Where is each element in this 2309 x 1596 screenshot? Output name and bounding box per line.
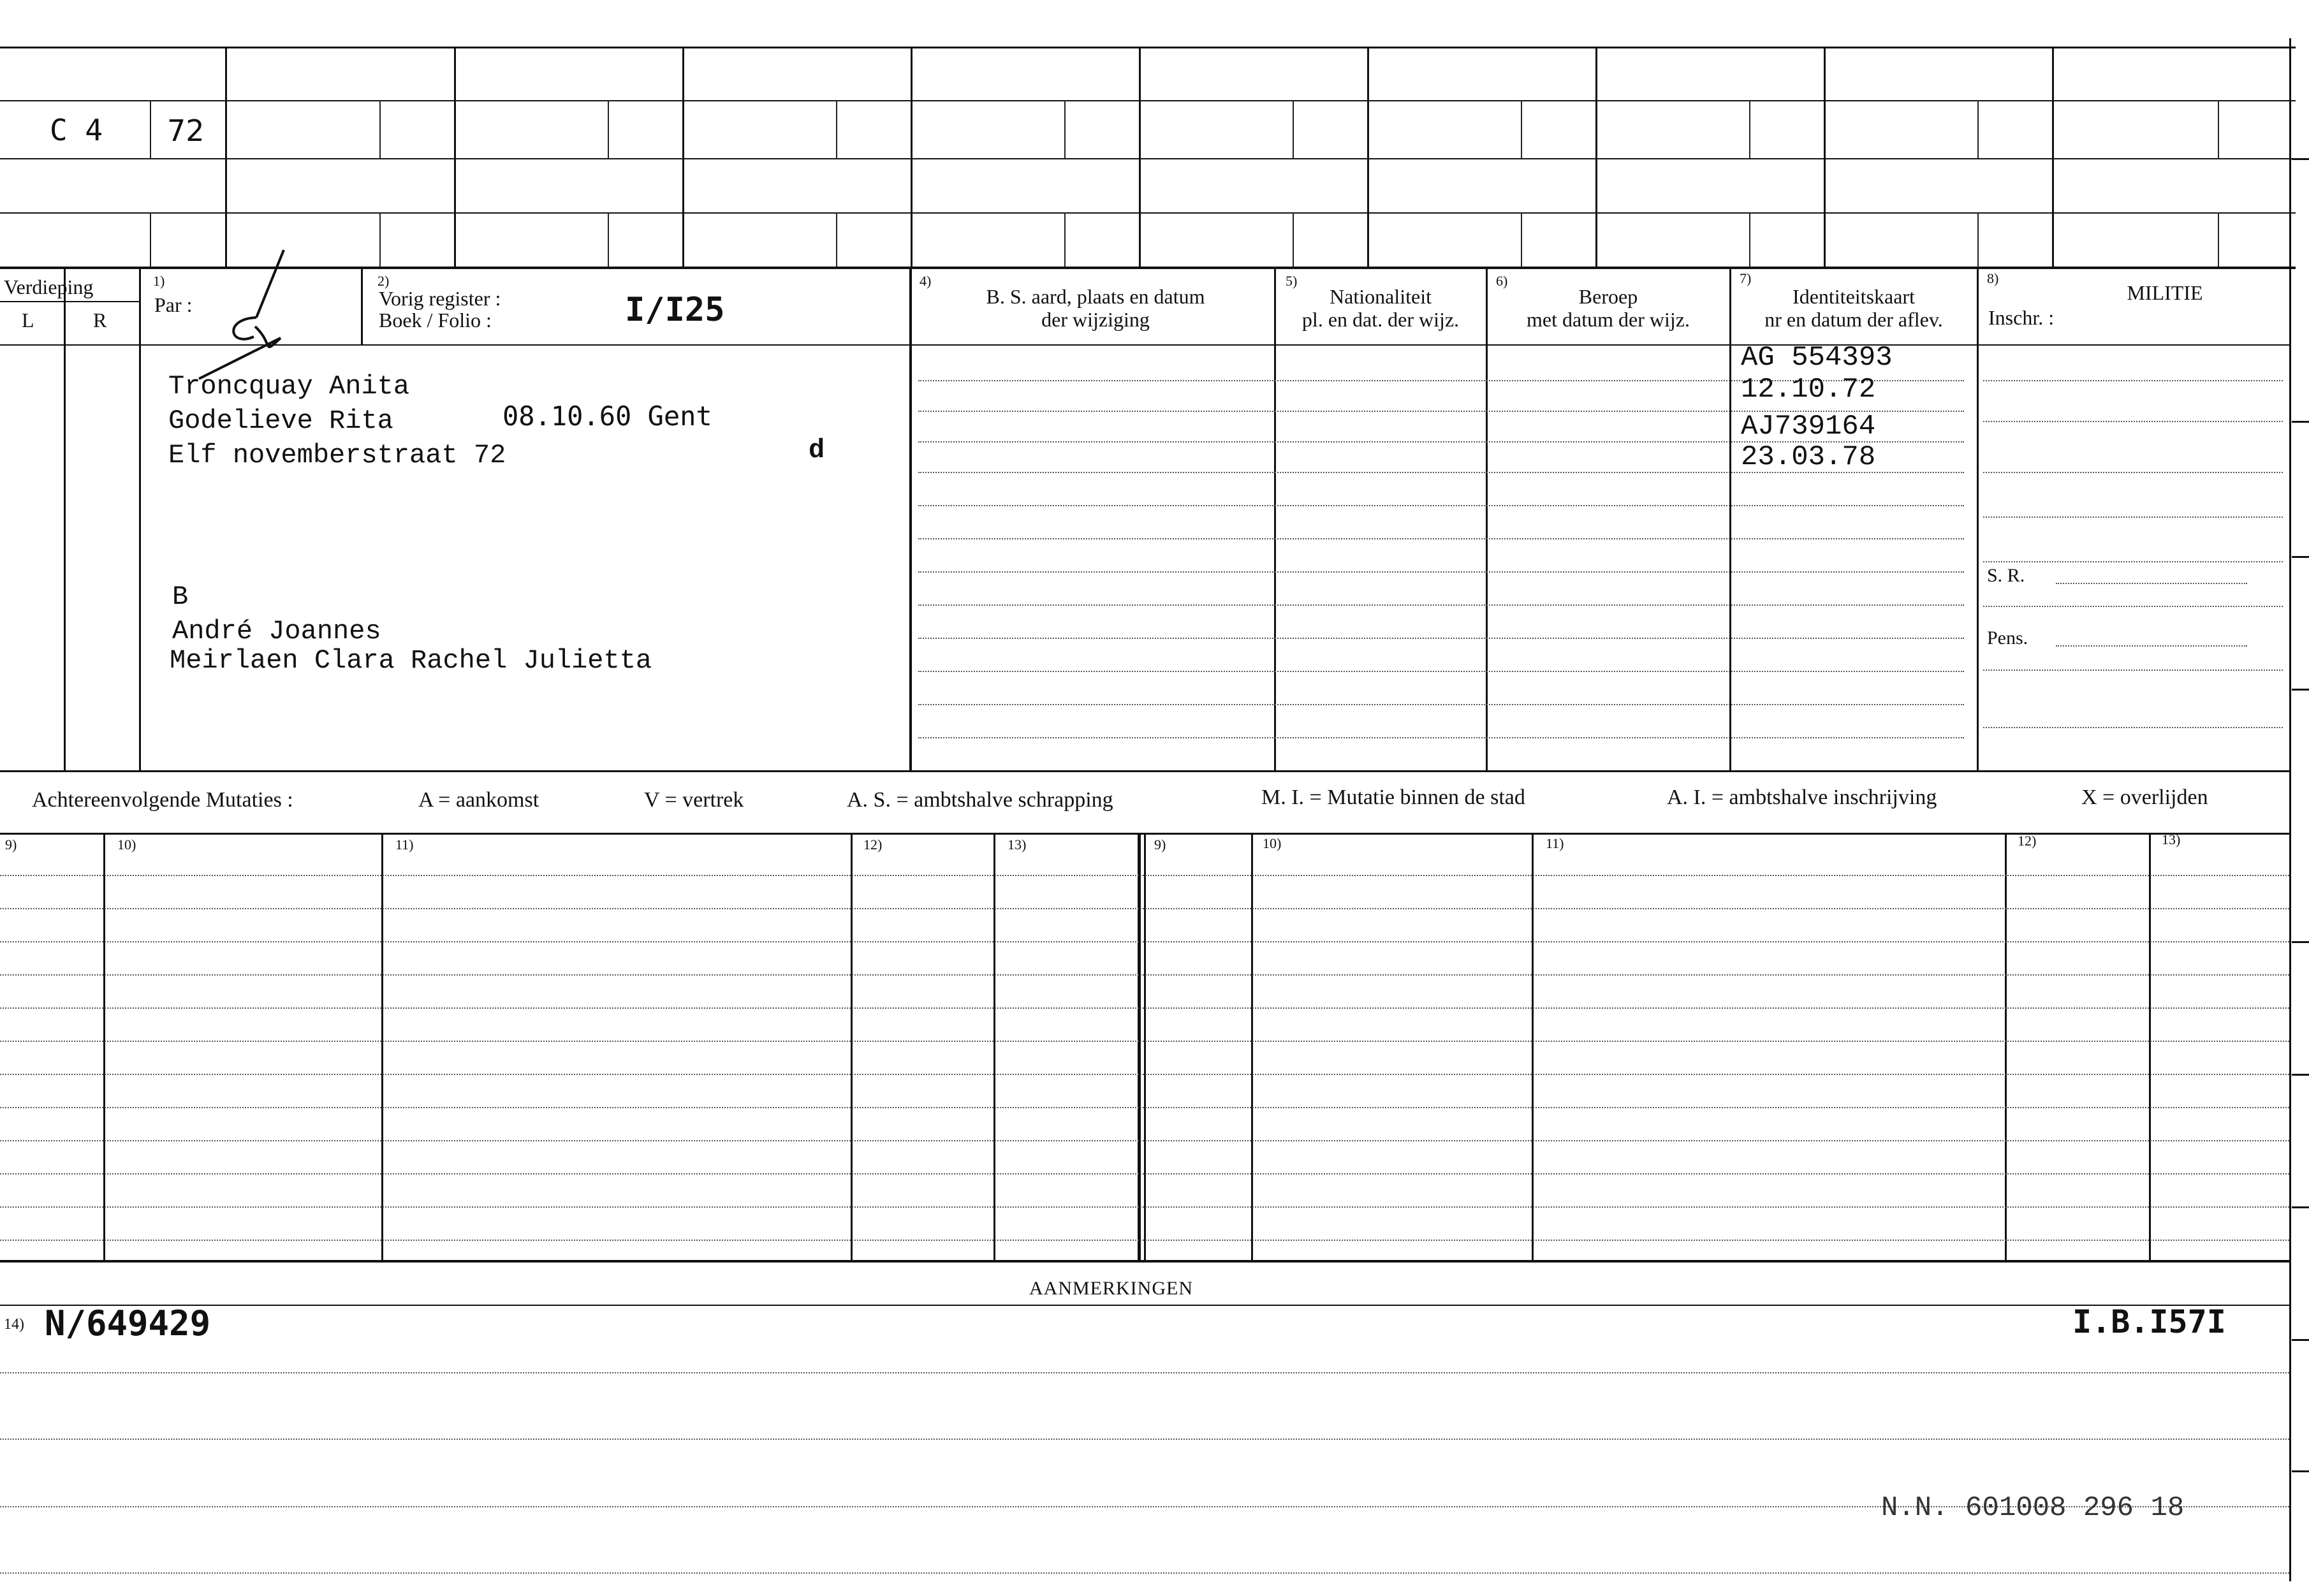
id-header-2: nr en datum der aflev. xyxy=(1764,308,1943,331)
mut-col-13-left: 13) xyxy=(1008,837,1027,853)
id-header-1: Identiteitskaart xyxy=(1792,285,1915,308)
mark-d: d xyxy=(809,435,825,465)
mut-col-10-right: 10) xyxy=(1263,835,1282,851)
birth-date-place: 08.10.60 Gent xyxy=(502,400,712,432)
id-card-number-1: AG 554393 xyxy=(1741,342,1893,374)
legend-aankomst: A = aankomst xyxy=(418,788,539,812)
inschr-label: Inschr. : xyxy=(1988,306,2055,329)
address: Elf novemberstraat 72 xyxy=(168,440,506,471)
mut-col-9-right: 9) xyxy=(1154,837,1166,853)
beroep-header-1: Beroep xyxy=(1578,285,1638,308)
legend-overlijden: X = overlijden xyxy=(2081,786,2208,809)
parent2-name: Meirlaen Clara Rachel Julietta xyxy=(170,645,652,676)
id-card-date-1: 12.10.72 xyxy=(1741,374,1876,406)
remarks-number: 14) xyxy=(4,1316,24,1333)
mut-col-9-left: 9) xyxy=(5,837,17,853)
person-name-line1: Troncquay Anita xyxy=(168,371,410,402)
mut-col-13-right: 13) xyxy=(2162,831,2181,847)
mut-col-11-right: 11) xyxy=(1546,835,1564,851)
legend-inschrijving: A. I. = ambtshalve inschrijving xyxy=(1667,786,1937,809)
remarks-ref: I.B.I57I xyxy=(2072,1303,2226,1340)
militie-header: MILITIE xyxy=(2127,281,2203,304)
legend-mutatie: M. I. = Mutatie binnen de stad xyxy=(1261,786,1525,809)
bs-header-1: B. S. aard, plaats en datum xyxy=(986,285,1205,308)
col-6-number: 6) xyxy=(1496,273,1508,289)
boek-folio-label: Boek / Folio : xyxy=(379,309,492,332)
sr-label: S. R. xyxy=(1987,565,2025,586)
remarks-title: AANMERKINGEN xyxy=(1029,1278,1193,1299)
block-code: C 4 xyxy=(50,113,103,147)
r-label: R xyxy=(93,309,107,332)
mut-col-10-left: 10) xyxy=(117,837,136,853)
nat-header-2: pl. en dat. der wijz. xyxy=(1301,308,1460,331)
mut-col-11-left: 11) xyxy=(395,837,414,853)
l-label: L xyxy=(22,309,34,332)
col-8-number: 8) xyxy=(1987,270,1999,286)
parent1-name: André Joannes xyxy=(172,616,381,647)
mut-col-12-left: 12) xyxy=(863,837,883,853)
folio-value: I/I25 xyxy=(625,291,725,329)
id-card-number-2: AJ739164 xyxy=(1741,411,1876,443)
par-handwritten-mark xyxy=(185,242,312,389)
pens-label: Pens. xyxy=(1987,627,2028,648)
mut-col-12-right: 12) xyxy=(2018,833,2037,849)
house-number: 72 xyxy=(167,113,205,148)
col-7-number: 7) xyxy=(1740,270,1752,286)
col-1-number: 1) xyxy=(153,273,165,289)
col-4-number: 4) xyxy=(920,273,932,289)
legend-schrapping: A. S. = ambtshalve schrapping xyxy=(847,788,1113,812)
person-name-line2: Godelieve Rita xyxy=(168,406,393,436)
nn-number: N.N. 601008 296 18 xyxy=(1881,1492,2185,1524)
col-2-number: 2) xyxy=(378,273,390,289)
id-card-date-2: 23.03.78 xyxy=(1741,441,1876,473)
nat-header-1: Nationaliteit xyxy=(1330,285,1432,308)
col-5-number: 5) xyxy=(1286,273,1298,289)
verdieping-label: Verdieping xyxy=(4,275,94,298)
bs-header-2: der wijziging xyxy=(1041,308,1150,331)
remarks-n-number: N/649429 xyxy=(45,1303,211,1343)
par-label: Par : xyxy=(154,293,193,316)
beroep-header-2: met datum der wijz. xyxy=(1527,308,1690,331)
legend-title: Achtereenvolgende Mutaties : xyxy=(32,788,293,812)
vorig-register-label: Vorig register : xyxy=(379,287,501,310)
legend-vertrek: V = vertrek xyxy=(644,788,744,812)
section-b: B xyxy=(172,582,189,612)
